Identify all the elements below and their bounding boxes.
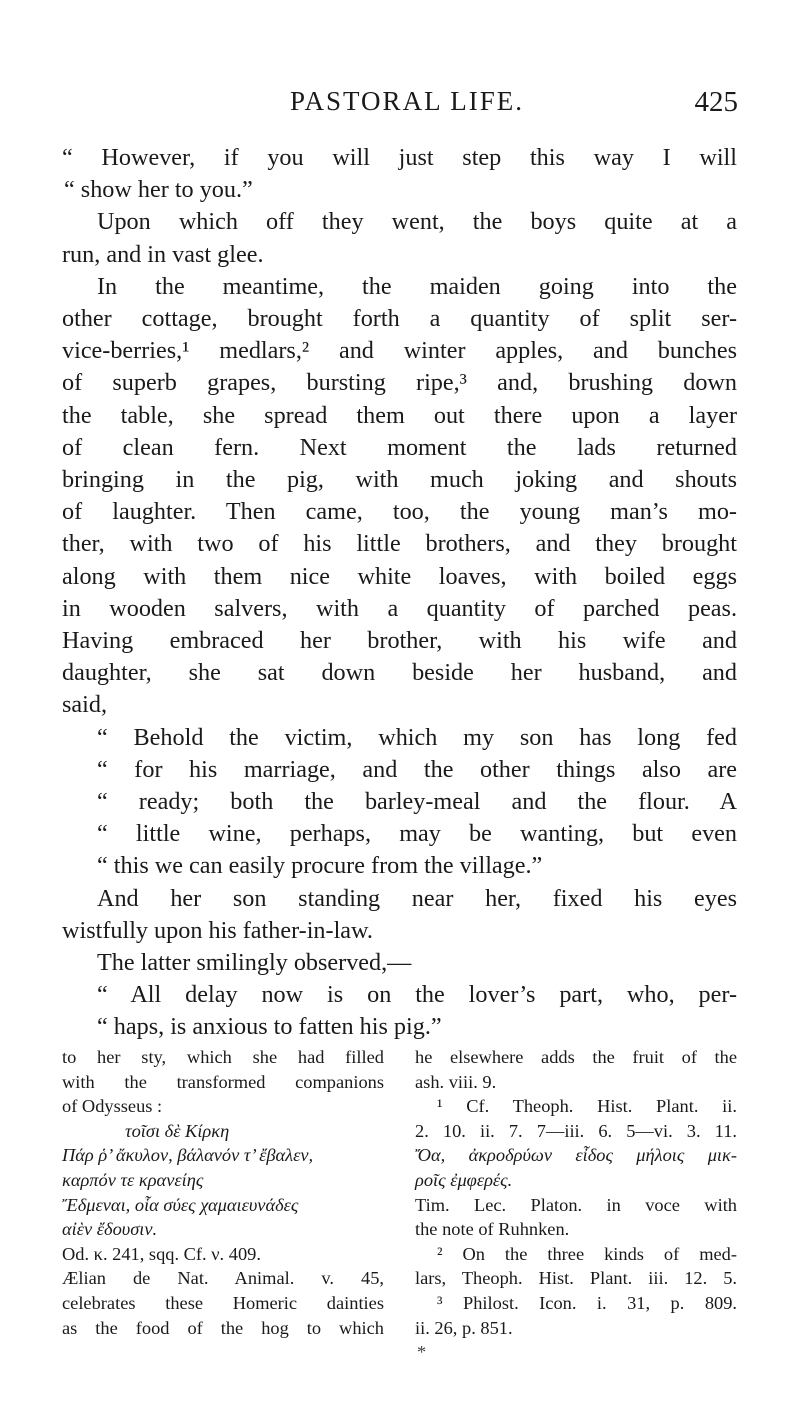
text-line: In the meantime, the maiden going into the xyxy=(97,272,737,300)
footnote-column-left xyxy=(62,1045,384,1340)
text-line: “ Behold the victim, which my son has long fed xyxy=(97,723,737,751)
note-line: Od. κ. 241, sqq. Cf. ν. 409. xyxy=(62,1243,261,1264)
text-line: along with them nice white loaves, with boiled eggs xyxy=(62,562,737,590)
greek-verse-line: Ἔδμεναι, οἷα σύες χαμαιευνάδες xyxy=(62,1194,299,1215)
text-line: run, and in vast glee. xyxy=(62,240,264,268)
text-line: vice-berries,¹ medlars,² and winter apples, and bunches xyxy=(62,337,737,365)
text-line: Upon which off they went, the boys quite at a xyxy=(97,208,737,236)
text-line: “ this we can easily procure from the village.” xyxy=(97,852,543,880)
text-line: “ However, if you will just step this way I will xyxy=(62,144,737,171)
text-line: of superb grapes, bursting ripe,³ and, brushing down xyxy=(62,369,737,397)
text-line: wistfully upon his father-in-law. xyxy=(62,916,373,944)
greek-line: Ὄα, ἀκροδρύων εἶδος μήλοις μικ- xyxy=(415,1145,737,1166)
greek-verse-line: αἰὲν ἔδουσιν. xyxy=(62,1219,158,1240)
text-line: “ All delay now is on the lover’s part, who, per- xyxy=(97,981,737,1009)
note-line: ash. viii. 9. xyxy=(415,1071,497,1092)
text-line: said, xyxy=(62,691,108,719)
footnote-1: ¹ Cf. Theoph. Hist. Plant. ii. xyxy=(437,1096,737,1117)
text-line: other cottage, brought forth a quantity of split ser- xyxy=(62,305,737,333)
note-line: lars, Theoph. Hist. Plant. iii. 12. 5. xyxy=(415,1268,737,1289)
page-number: 425 xyxy=(694,86,738,118)
text-line: in wooden salvers, with a quantity of parched peas. xyxy=(62,594,737,622)
text-line: “ show her to you.” xyxy=(64,176,253,204)
note-line: Tim. Lec. Platon. in voce with xyxy=(415,1194,737,1215)
text-line: bringing in the pig, with much joking and shouts xyxy=(62,466,737,494)
text-line: daughter, she sat down beside her husband, and xyxy=(62,659,737,687)
footnote-3: ³ Philost. Icon. i. 31, p. 809. xyxy=(437,1292,737,1313)
footnote-column-right xyxy=(415,1045,737,1365)
note-line: the note of Ruhnken. xyxy=(415,1219,570,1240)
footnote-2: ² On the three kinds of med- xyxy=(437,1243,737,1264)
note-line: as the food of the hog to which xyxy=(62,1317,384,1338)
text-line: “ haps, is anxious to fatten his pig.” xyxy=(97,1013,442,1041)
page-header xyxy=(0,86,800,126)
greek-verse-line: καρπόν τε κρανείης xyxy=(62,1169,204,1190)
text-line: of laughter. Then came, too, the young man’s mo- xyxy=(62,498,737,526)
text-line: ther, with two of his little brothers, and they brought xyxy=(62,530,737,558)
greek-verse-line: Πάρ ῥ’ ἄκυλον, βάλανόν τ’ ἔβαλεν, xyxy=(62,1145,314,1166)
note-line: to her sty, which she had filled xyxy=(62,1047,384,1067)
note-line: of Odysseus : xyxy=(62,1096,163,1117)
greek-verse-line: τοῖσι δὲ Κίρκη xyxy=(125,1120,230,1141)
text-line: “ for his marriage, and the other things also are xyxy=(97,755,737,783)
text-line: Having embraced her brother, with his wife and xyxy=(62,627,737,655)
note-line: Ælian de Nat. Animal. v. 45, xyxy=(62,1268,384,1289)
text-line: And her son standing near her, fixed his eyes xyxy=(97,884,737,912)
note-line: celebrates these Homeric dainties xyxy=(62,1292,384,1313)
text-line: “ little wine, perhaps, may be wanting, but even xyxy=(97,820,737,848)
note-line: ii. 26, p. 851. xyxy=(415,1317,513,1338)
text-line: the table, she spread them out there upon a layer xyxy=(62,401,737,429)
running-head: PASTORAL LIFE. xyxy=(290,86,525,116)
text-line: of clean fern. Next moment the lads returned xyxy=(62,433,737,461)
printer-mark: * xyxy=(417,1342,427,1363)
text-line: “ ready; both the barley-meal and the flour. A xyxy=(97,788,737,816)
main-text xyxy=(62,142,737,1044)
note-line: he elsewhere adds the fruit of the xyxy=(415,1047,737,1067)
note-line: 2. 10. ii. 7. 7—iii. 6. 5—vi. 3. 11. xyxy=(415,1120,737,1141)
note-line: with the transformed companions xyxy=(62,1071,384,1092)
text-line: The latter smilingly observed,— xyxy=(97,949,412,977)
greek-line: ροῖς ἐμφερές. xyxy=(415,1169,513,1190)
